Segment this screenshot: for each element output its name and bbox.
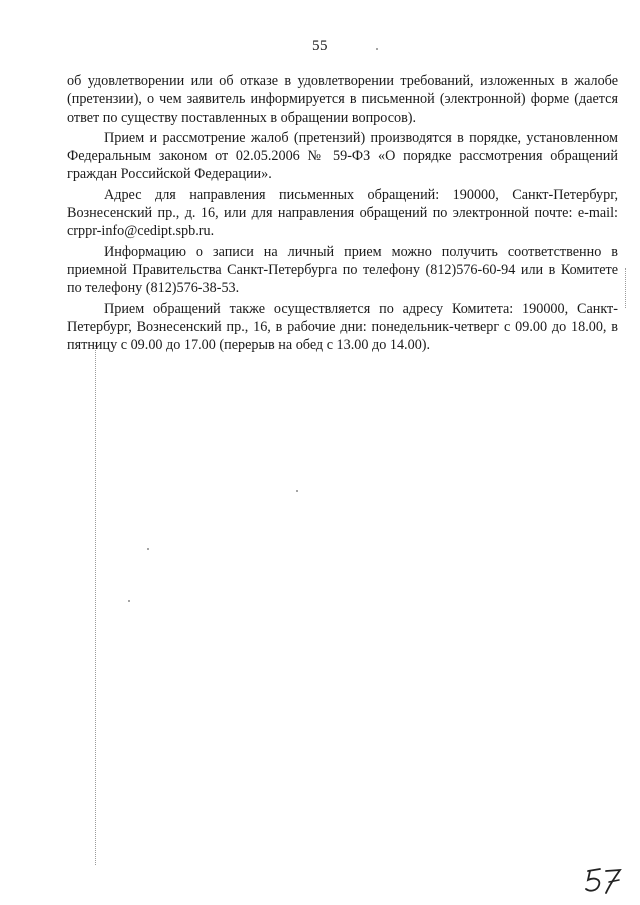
paragraph-mailing-address: Адрес для направления письменных обращений: 190000, Санкт-Петербург, Вознесенский пр., д. 16, или для направления обращений по электронной почте: e-mail: crppr-info@cedipt.spb.ru. bbox=[67, 186, 618, 240]
scan-artifact-speck bbox=[376, 48, 378, 50]
handwritten-page-number bbox=[582, 865, 626, 895]
paragraph-complaint-procedure: Прием и рассмотрение жалоб (претензий) производятся в порядке, установленном Федеральным законом от 02.05.2006 № 59-ФЗ «О порядке рассмотрения обращений граждан Российской Федерации». bbox=[67, 129, 618, 183]
scan-artifact-line bbox=[95, 345, 96, 865]
paragraph-personal-reception: Информацию о записи на личный прием можно получить соответственно в приемной Правительства Санкт-Петербурга по телефону (812)576-60-94 или в Комитете по телефону (812)576-38-53. bbox=[67, 243, 618, 297]
scan-artifact-speck bbox=[128, 600, 130, 602]
paragraph-complaint-result: об удовлетворении или об отказе в удовлетворении требований, изложенных в жалобе (претензии), о чем заявитель информируется в письменной (электронной) форме (дается ответ по существу поставленных в обращении вопросов). bbox=[67, 73, 618, 126]
paragraph-office-hours: Прием обращений также осуществляется по адресу Комитета: 190000, Санкт-Петербург, Вознесенский пр., 16, в рабочие дни: понедельник-четверг с 09.00 до 18.00, в пятницу с 09.00 до 17.00 (перерыв на обед с 13.00 до 14.00). bbox=[67, 300, 618, 354]
scan-artifact-speck bbox=[296, 490, 298, 492]
scan-artifact-speck bbox=[147, 548, 149, 550]
scan-artifact-line bbox=[625, 268, 626, 308]
document-body bbox=[67, 72, 618, 356]
page-number: 55 bbox=[312, 38, 328, 54]
